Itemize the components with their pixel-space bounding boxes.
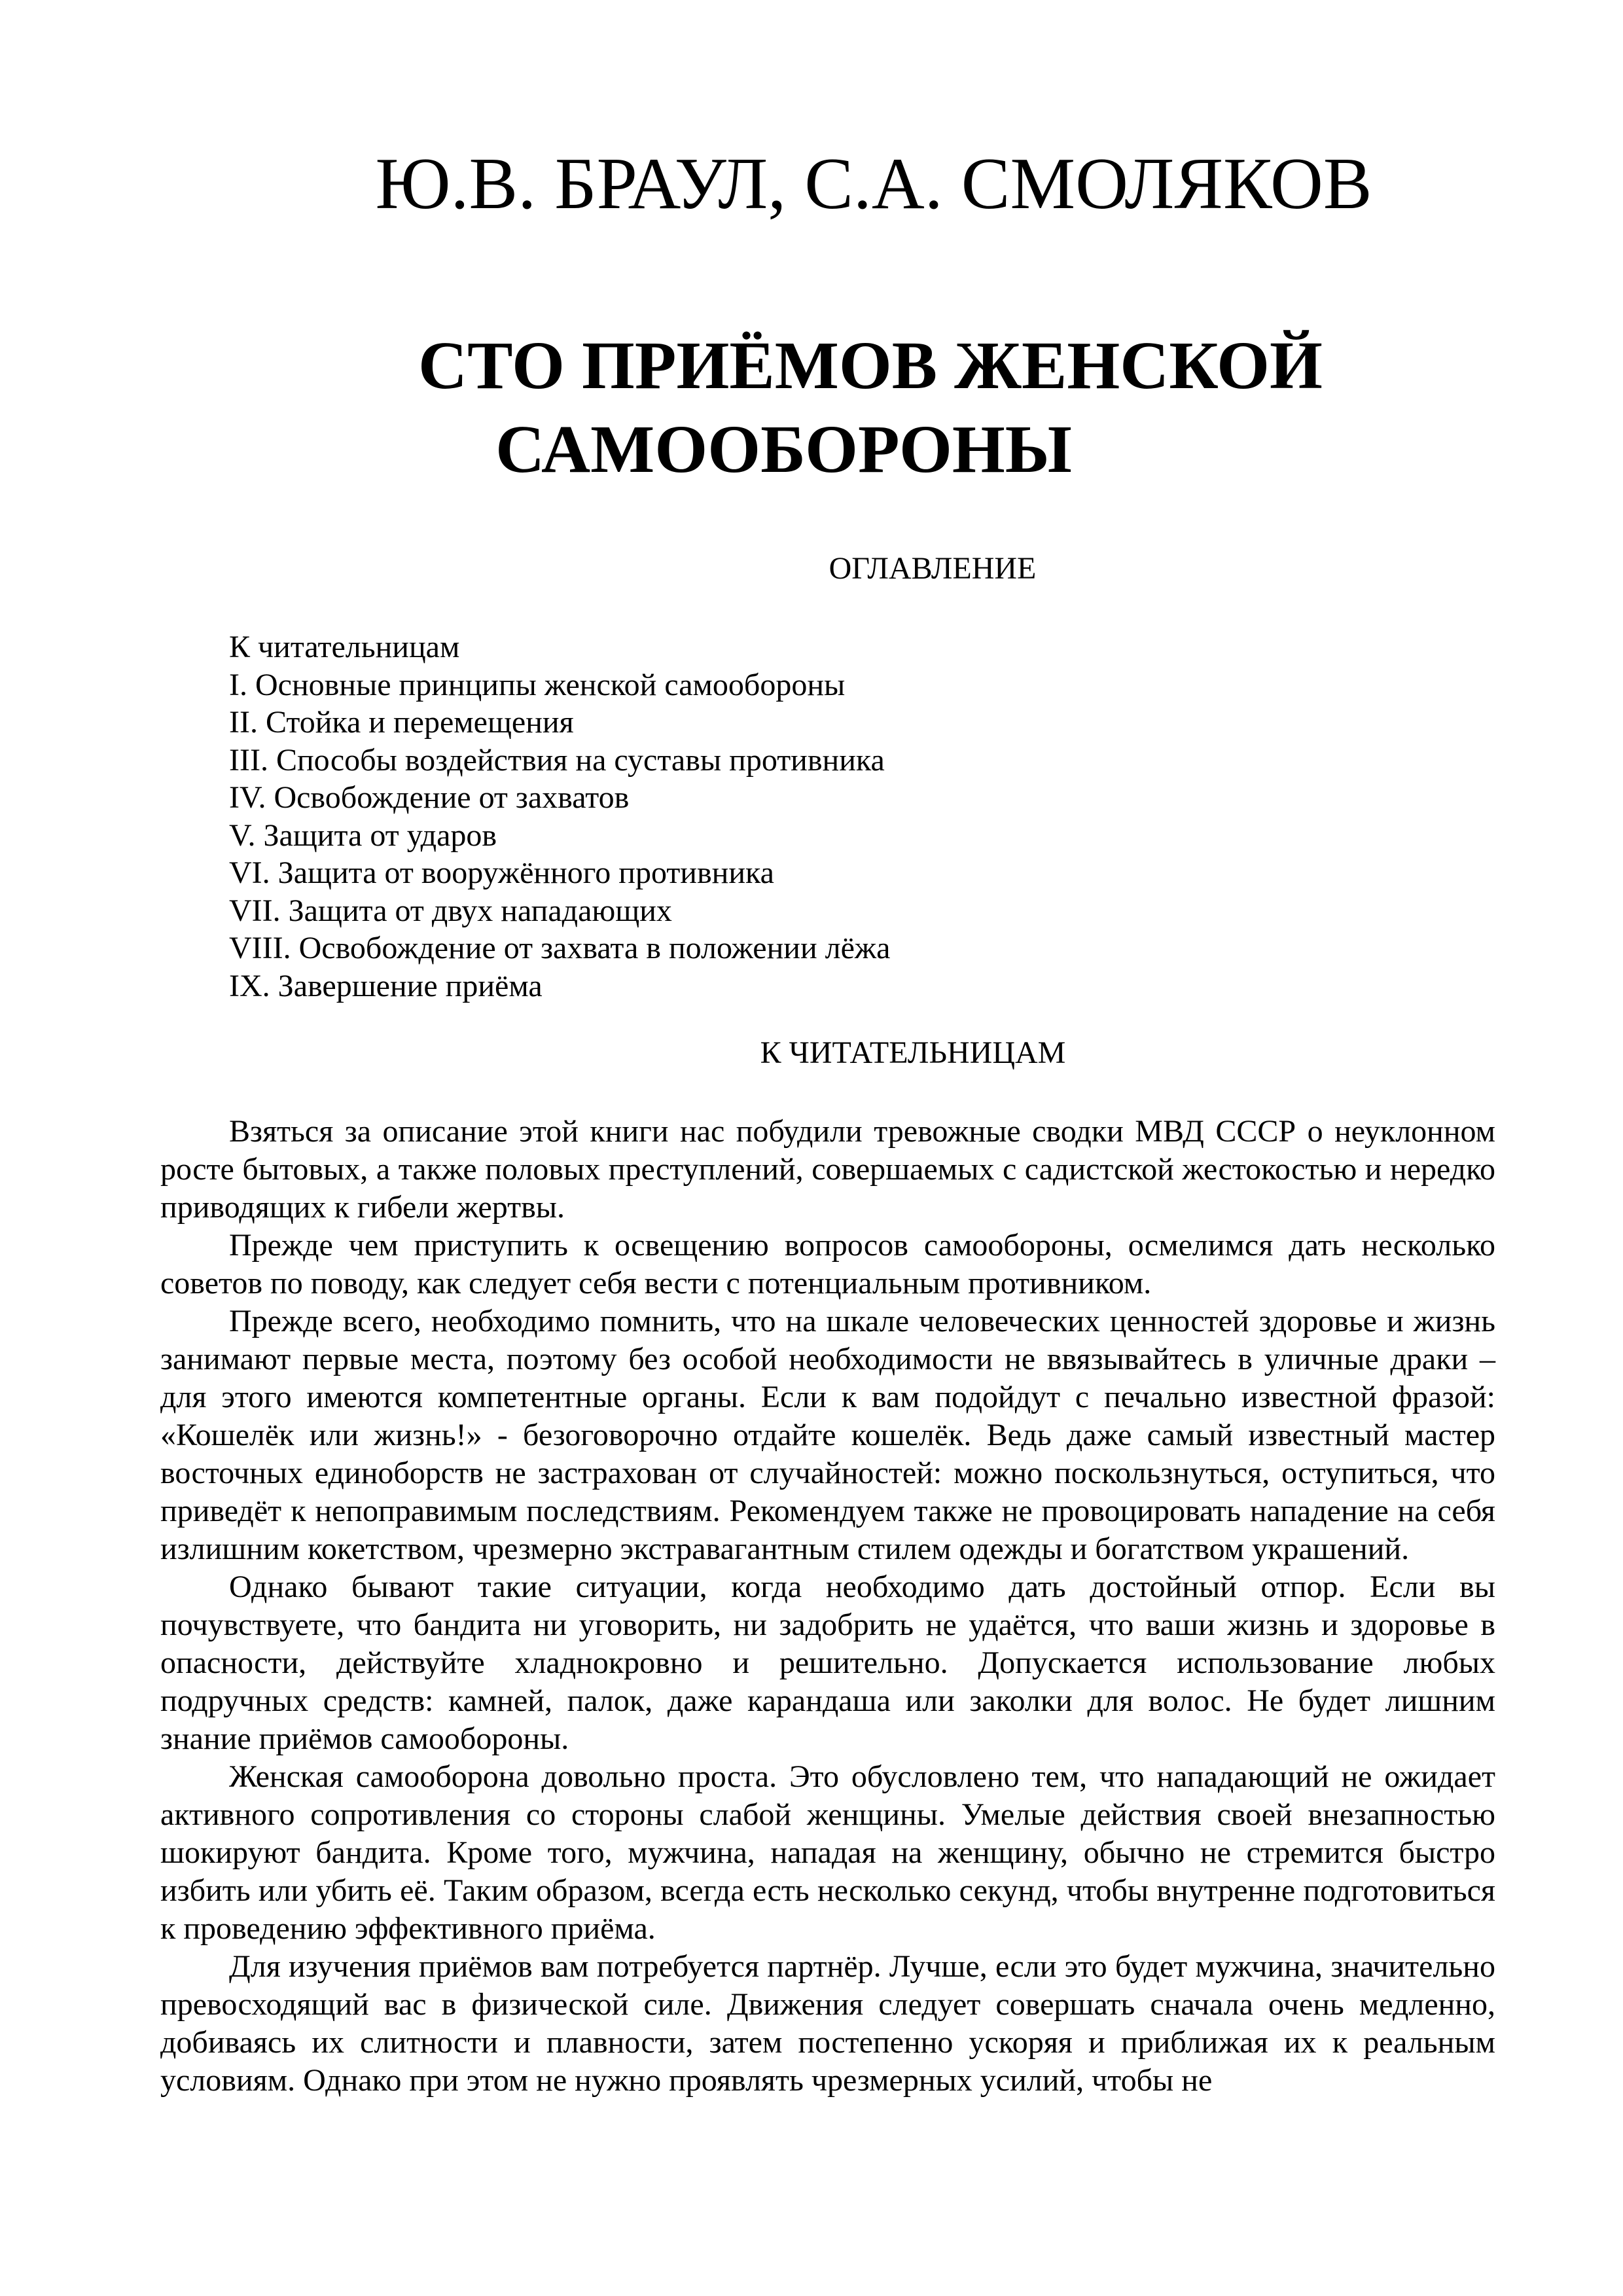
book-title-line-2: САМООБОРОНЫ: [495, 412, 1072, 487]
toc-item: VI. Защита от вооружённого противника: [229, 855, 774, 890]
book-title-line-1: СТО ПРИЁМОВ ЖЕНСКОЙ: [418, 328, 1323, 403]
authors: Ю.В. БРАУЛ, С.А. СМОЛЯКОВ: [375, 143, 1372, 224]
section-heading: К ЧИТАТЕЛЬНИЦАМ: [760, 1035, 1066, 1070]
paragraph: Взяться за описание этой книги нас побудили тревожные сводки МВД СССР о неуклонном росте бытовых, а также половых преступлений, совершаемых с садистской жестокостью и нередко приводящих к гибели жертвы.: [160, 1114, 1495, 1225]
book-title: [0, 324, 1623, 492]
toc-heading: ОГЛАВЛЕНИЕ: [829, 551, 1037, 586]
toc-item: IV. Освобождение от захватов: [229, 780, 630, 815]
toc-item: III. Способы воздействия на суставы противника: [229, 742, 885, 778]
paragraph: Прежде чем приступить к освещению вопросов самообороны, осмелимся дать несколько советов по поводу, как следует себя вести с потенциальным противником.: [160, 1228, 1495, 1300]
paragraph: Однако бывают такие ситуации, когда необходимо дать достойный отпор. Если вы почувствуете, что бандита ни уговорить, ни задобрить не удаётся, что ваши жизнь и здоровье в опасности, действуйте хладнокровно и решительно. Допускается использование любых подручных средств: камней, палок, даже карандаша или заколки для волос. Не будет лишним знание приёмов самообороны.: [160, 1570, 1495, 1756]
toc-item: II. Стойка и перемещения: [229, 705, 574, 740]
toc-item: VII. Защита от двух нападающих: [229, 893, 672, 928]
toc-item: I. Основные принципы женской самообороны: [229, 667, 846, 702]
paragraph: Прежде всего, необходимо помнить, что на шкале человеческих ценностей здоровье и жизнь занимают первые места, поэтому без особой необходимости не ввязывайтесь в уличные драки – для этого имеются компетентные органы. Если к вам подойдут с печально известной фразой: «Кошелёк или жизнь!» - безоговорочно отдайте кошелёк. Ведь даже самый известный мастер восточных единоборств не застрахован от случайностей: можно поскользнуться, оступиться, что приведёт к непоправимым последствиям. Рекомендуем также не провоцировать нападение на себя излишним кокетством, чрезмерно экстравагантным стилем одежды и богатством украшений.: [160, 1304, 1495, 1566]
toc-item: V. Защита от ударов: [229, 817, 497, 853]
paragraph: Женская самооборона довольно проста. Это обусловлено тем, что нападающий не ожидает активного сопротивления со стороны слабой женщины. Умелые действия своей внезапностью шокируют бандита. Кроме того, мужчина, нападая на женщину, обычно не стремится быстро избить или убить её. Таким образом, всегда есть несколько секунд, чтобы внутренне подготовиться к проведению эффективного приёма.: [160, 1759, 1495, 1946]
toc-item: IX. Завершение приёма: [229, 968, 543, 1003]
section-body: [160, 1113, 1495, 2100]
toc-item: К читательницам: [229, 630, 460, 664]
toc-item: VIII. Освобождение от захвата в положении лёжа: [229, 931, 891, 965]
paragraph: Для изучения приёмов вам потребуется партнёр. Лучше, если это будет мужчина, значительно превосходящий вас в физической силе. Движения следует совершать сначала очень медленно, добиваясь их слитности и плавности, затем постепенно ускоряя и приближая их к реальным условиям. Однако при этом не нужно проявлять чрезмерных усилий, чтобы не: [160, 1949, 1495, 2098]
table-of-contents: [229, 628, 890, 1005]
